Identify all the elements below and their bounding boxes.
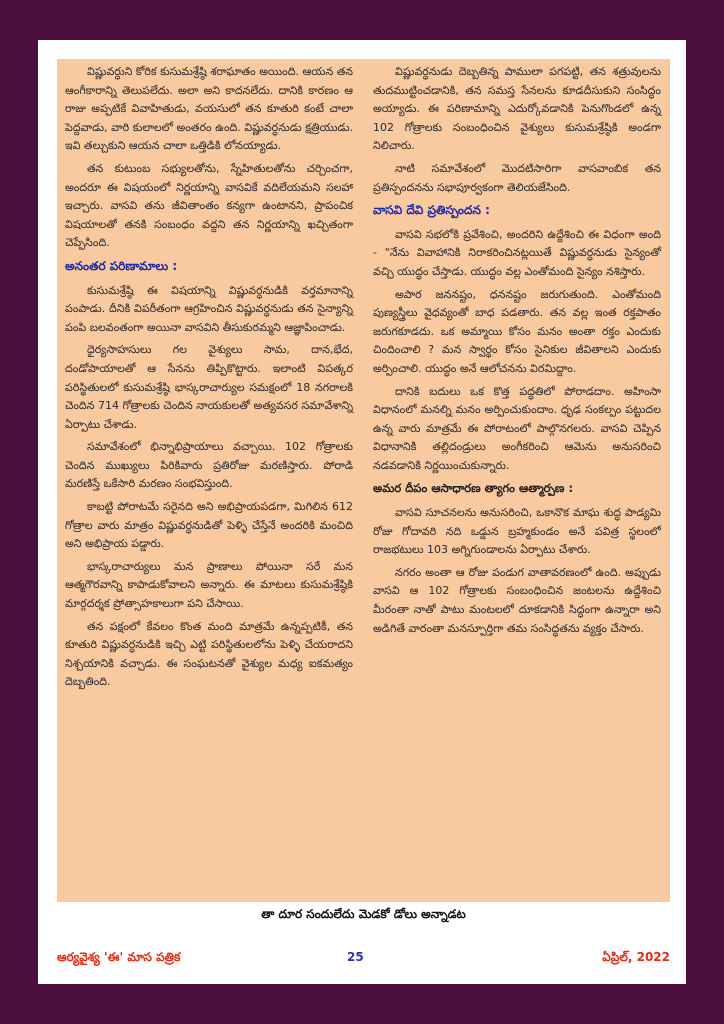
- section-heading: వాసవి దేవి ప్రతిస్పందన :: [373, 203, 490, 218]
- paragraph: విష్ణువర్ధుని కోరిక కుసుమశ్రేష్ఠి శరాఘాతం అయింది. ఆయన తన ఆంగీకారాన్ని తెలుపలేదు. అలా అని కాదనలేదు. దానికి కారణం ఆ రాజు అప్పటికే వివాహితుడు, వయసులో తన కూతురి కంటే చాలా పెద్దవాడు, వారి కులాలలో అంతరం ఉంది. విష్ణువర్ధనుడు క్షత్రియుడు. ఇవి తల్చుకుని ఆయన చాలా ఒత్తిడికి లోనయ్యాడు.: [65, 65, 353, 153]
- paragraph: భాస్కరాచార్యులు మన ప్రాణాలు పోయినా సరే మన ఆత్మగౌరవాన్ని కాపాడుకోవాలని అన్నారు. ఈ మాటలు కుసుమశ్రేష్ఠికి మార్గదర్శక ప్రోత్సాహకాలుగా పని చేసాయి.: [65, 559, 353, 611]
- paragraph: అపార జననష్టం, ధననష్టం జరుగుతుంది. ఎంతోమంది పుణ్యస్త్రీలు వైధవ్యంతో బాధ పడతారు. తన వల్ల ఇంత రక్తపాతం జరుగకూడదు. ఒక అమ్మాయి కోసం మనం అంతా రక్తం ఎందుకు చిందించాలి ? మన స్వార్థం కోసం సైనికుల జీవితాలని ఎందుకు అర్పించాలి. యుద్ధం అనే ఆలోచనను విరమిద్దాం.: [373, 287, 661, 375]
- paragraph: విష్ణువర్ధనుడు దెబ్బతిన్న పాములా పగపట్టి, తన శత్రువులను తుదముట్టించడానికి, తన సమస్త సేనలను కూడదీసుకుని సంసిద్ధం అయ్యాడు. ఈ పరిణామాన్ని ఎదుర్కోవడానికి పెనుగొండలో ఉన్న 102 గోత్రాలకు సంబంధించిన వైశ్యులు కుసుమశ్రేష్ఠికి అండగా నిలిచారు.: [373, 65, 661, 153]
- paragraph: కుసుమశ్రేష్ఠి ఈ విషయాన్ని విష్ణువర్ధనుడికి వర్తమానాన్ని పంపాడు. దీనికి విపరీతంగా ఆగ్రహించిన విష్ణువర్ధనుడు తన సైన్యాన్ని పంపి బలవంతంగా అయినా వాసవిని తీసుకురమ్మని ఆజ్ఞాపించాడు.: [65, 283, 353, 334]
- paragraph: సమావేశంలో భిన్నాభిప్రాయాలు వచ్చాయి. 102 గోత్రాలకు చెందిన ముఖ్యులు పిరికివారు ప్రతిరోజు మరణిస్తారు. పోరాడి మరణిస్తే ఒకేసారి మరణం సంభవిస్తుంది.: [65, 440, 353, 491]
- article-panel: [57, 59, 670, 902]
- magazine-name: ఆర్యవైశ్య 'ఈ' మాస పత్రిక: [57, 950, 181, 964]
- proverb-banner: తా దూర సందులేదు మెడకో డోలు అన్నాడట: [261, 907, 466, 921]
- paragraph: దానికి బదులు ఒక కొత్త పద్ధతిలో పోరాడదాం. అహింసా విధానంలో మనల్ని మనం అర్పించుకుందాం. ధృఢ సంకల్పం పట్టుదల ఉన్న వారు మాత్రమే ఈ పోరాటంలో పాల్గొనగలరు. వాసవి చెప్పిన విధానానికి తల్లిదండ్రులు అంగీకరించి ఆమెను అనుసరించి నడవడానికి నిర్ణయించుకున్నారు.: [373, 384, 661, 472]
- paragraph: కాబట్టి పోరాటమే సరైనది అని అభిప్రాయపడగా, మిగిలిన 612 గోత్రాల వారు మాత్రం విష్ణువర్ధనుడితో పెళ్ళి చేస్తేనే అందరికి మంచిది అని అభిప్రాయ పడ్డారు.: [65, 500, 353, 551]
- paragraph: ధైర్యసాహసులు గల వైశ్యులు సామ, దాన,భేద, దండోపాయాలతో ఆ సేనను తిప్పికొట్టారు. ఇలాంటి విపత్కర పరిస్థితులలో కుసుమశ్రేష్ఠి భాస్కరాచార్యుల సమక్షంలో 18 నగరాలకి చెందిన 714 గోత్రాలకు చెందిన నాయకులతో అత్యవసర సమావేశాన్ని ఏర్పాటు చేశాడు.: [65, 343, 353, 431]
- section-heading: అనంతర పరిణామాలు :: [65, 258, 178, 273]
- magazine-page: [38, 40, 686, 984]
- issue-date: ఏప్రిల్, 2022: [602, 950, 670, 964]
- right-column: [373, 63, 661, 642]
- sub-heading: అమర దీపం ఆసాధారణ త్యాగం ఆత్మార్పణ :: [373, 481, 574, 496]
- paragraph: వాసవి సభలోకి ప్రవేశించి, అందరిని ఉద్దేశించి ఈ విధంగా అంది - "నేను వివాహానికి నిరాకరించినట్లయితే విష్ణువర్ధనుడు సైన్యంతో వచ్చి యుద్ధం చేస్తాడు. యుద్ధం వల్ల ఎంతోమంది సైన్యం నశిస్తారు.: [373, 227, 661, 278]
- left-column: [65, 63, 353, 696]
- page-number: 25: [347, 950, 364, 964]
- paragraph: నగరం అంతా ఆ రోజు పండుగ వాతావరణంలో ఉంది. అప్పుడు వాసవి ఆ 102 గోత్రాలకు సంబంధించిన జంటలను ఉద్దేశించి మీరంతా నాతో పాటు మంటలలో దూకడానికి సిద్ధంగా ఉన్నారా అని అడిగితే వారంతా మనస్పూర్తిగా తమ సంసిద్ధతను వ్యక్తం చేసారు.: [373, 565, 661, 635]
- paragraph: తన పక్షంలో కేవలం కొంత మంది మాత్రమే ఉన్నప్పటికీ, తన కూతురి విష్ణువర్ధనుడికి ఇచ్చి ఎట్టి పరిస్థితులలోను పెళ్ళి చేయరాదని నిశ్చయానికి వచ్చాడు. ఈ సంఘటనతో వైశ్యుల మధ్య ఐకమత్యం దెబ్బతింది.: [65, 619, 353, 689]
- page-footer: [57, 950, 670, 972]
- paragraph: నాటి సమావేశంలో మొదటిసారిగా వాసవాంబిక తన ప్రతిస్పందనను సభాపూర్వకంగా తెలియజేసింది.: [373, 161, 661, 194]
- paragraph: వాసవి సూచనలను అనుసరించి, ఒకానొక మాఘ శుద్ధ పాడ్యమి రోజు గోదావరి నది ఒడ్డున బ్రహ్మకుండం అనే పవిత్ర స్థలంలో రాజభటులు 103 అగ్నిగుండాలను ఏర్పాటు చేశారు.: [373, 506, 661, 557]
- paragraph: తన కుటుంబ సభ్యులతోను, స్నేహితులతోను చర్చించగా, అందరూ ఈ విషయంలో నిర్ణయాన్ని వాసవికే వదిలేయమని సలహా ఇచ్చారు. వాసవి తను జీవితాంతం కన్యగా ఉంటానని, ప్రాపంచిక విషయాలతో తనకి సంబంధం వద్దని తన నిర్ణయాన్ని ఖచ్చితంగా చెప్పేసింది.: [65, 161, 353, 250]
